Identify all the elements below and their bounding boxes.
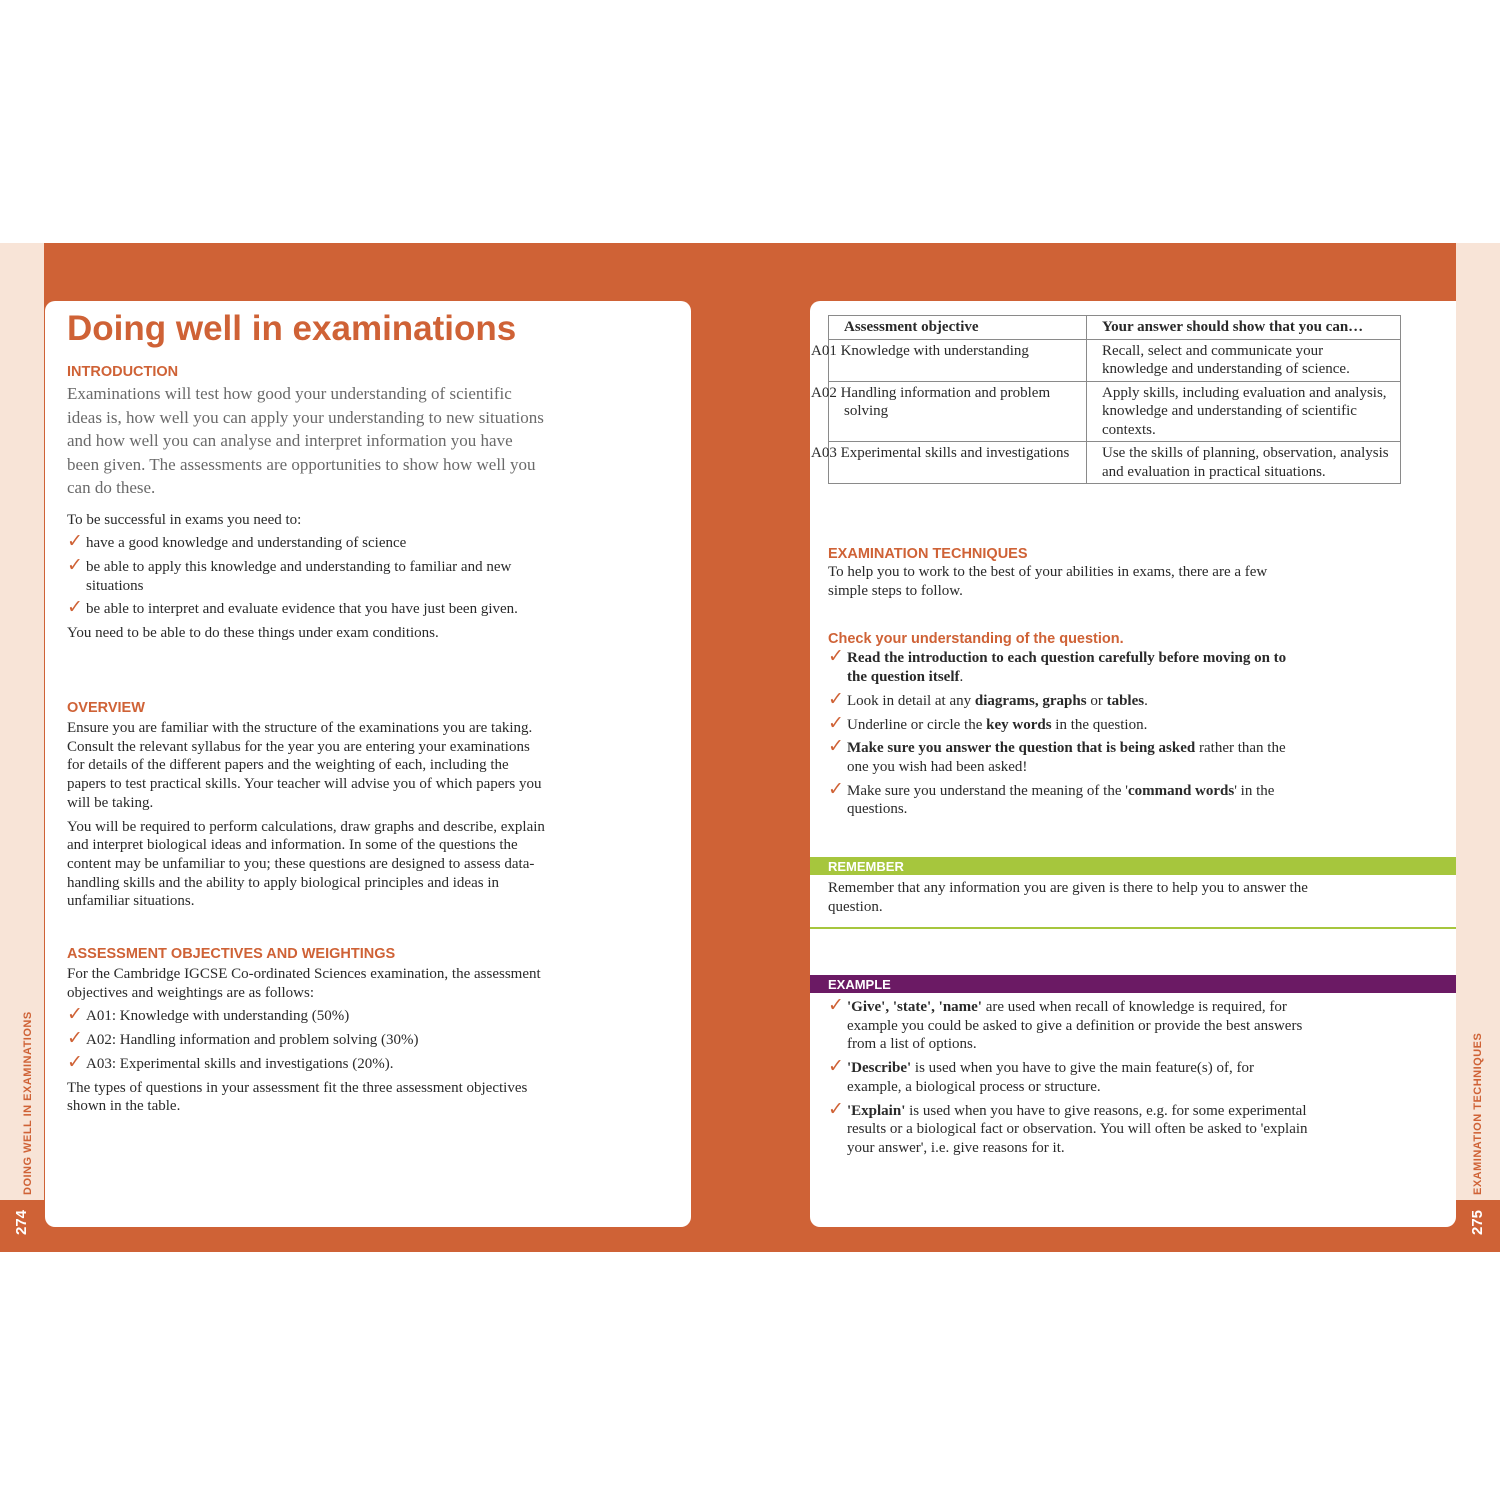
- introduction-closing: You need to be able to do these things under exam conditions.: [67, 625, 439, 642]
- overview-paragraph-1: Ensure you are familiar with the structure of the examinations you are taking. Consult the relevant syllabus for the year you are entering your examinations for details of the different papers and the weighting of each, including the papers to test practical skills. Your teacher will advise you of which papers you will be taking.: [67, 720, 542, 811]
- table-cell: A02 Handling information and problem solving: [829, 381, 1087, 442]
- introduction-section: [67, 364, 547, 643]
- example-list: [828, 998, 1308, 1158]
- introduction-list-intro: To be successful in exams you need to:: [67, 511, 302, 528]
- list-item: ✓ A03: Experimental skills and investigations (20%).: [67, 1055, 547, 1074]
- introduction-list: [67, 534, 547, 619]
- table-row: [829, 381, 1401, 442]
- page-title: Doing well in examinations: [67, 309, 517, 348]
- remember-text: Remember that any information you are given is there to help you to answer the question.: [828, 880, 1308, 915]
- list-item: ✓ 'Describe' is used when you have to give the main feature(s) of, for example, a biological process or structure.: [828, 1059, 1308, 1096]
- techniques-intro: To help you to work to the best of your abilities in exams, there are a few simple steps to follow.: [828, 564, 1268, 599]
- list-item: ✓ Make sure you answer the question that is being asked rather than the one you wish had been asked!: [828, 739, 1308, 776]
- list-item: ✓ Make sure you understand the meaning of the 'command words' in the questions.: [828, 782, 1308, 819]
- list-item: ✓ Look in detail at any diagrams, graphs or tables.: [828, 692, 1308, 711]
- table-row: [829, 442, 1401, 484]
- table-header: Your answer should show that you can…: [1087, 316, 1401, 340]
- assessment-intro: For the Cambridge IGCSE Co-ordinated Sciences examination, the assessment objectives and weightings are as follows:: [67, 966, 541, 1001]
- techniques-list: [828, 649, 1308, 819]
- list-item: ✓ A02: Handling information and problem solving (30%): [67, 1031, 547, 1050]
- table-cell: A01 Knowledge with understanding: [829, 339, 1087, 381]
- table-cell: Use the skills of planning, observation, analysis and evaluation in practical situations.: [1087, 442, 1401, 484]
- right-side-label: EXAMINATION TECHNIQUES: [1472, 1032, 1484, 1195]
- list-item: ✓ 'Explain' is used when you have to give reasons, e.g. for some experimental results or a biological fact or observation. You will often be asked to 'explain your answer', i.e. give reasons for it.: [828, 1102, 1308, 1158]
- table-row: [829, 339, 1401, 381]
- example-section: [828, 998, 1308, 1163]
- table-cell: Apply skills, including evaluation and analysis, knowledge and understanding of scientific contexts.: [1087, 381, 1401, 442]
- assessment-objectives-table: [811, 315, 1401, 484]
- introduction-lead: Examinations will test how good your understanding of scientific ideas is, how well you can apply your understanding to new situations and how well you can analyse and interpret information you have been given. The assessments are opportunities to show how well you can do these.: [67, 384, 544, 497]
- assessment-heading: ASSESSMENT OBJECTIVES AND WEIGHTINGS: [67, 946, 396, 962]
- list-item: ✓ be able to apply this knowledge and understanding to familiar and new situations: [67, 558, 547, 595]
- left-page-margin: [0, 243, 44, 1252]
- right-page-number: 275: [1469, 1209, 1487, 1235]
- list-item: ✓ Underline or circle the key words in the question.: [828, 716, 1308, 735]
- left-page-number: 274: [13, 1209, 31, 1235]
- list-item: ✓ have a good knowledge and understanding of science: [67, 534, 547, 553]
- list-item: ✓ be able to interpret and evaluate evidence that you have just been given.: [67, 600, 547, 619]
- assessment-closing: The types of questions in your assessment fit the three assessment objectives shown in the table.: [67, 1079, 528, 1115]
- table-header-row: [829, 316, 1401, 340]
- remember-bar: REMEMBER: [810, 857, 1456, 875]
- introduction-heading: INTRODUCTION: [67, 364, 179, 380]
- list-item: ✓ Read the introduction to each question carefully before moving on to the question itself.: [828, 649, 1308, 686]
- remember-divider: [810, 927, 1456, 929]
- right-page-margin: [1456, 243, 1500, 1252]
- table-header: Assessment objective: [829, 316, 1087, 340]
- list-item: ✓ 'Give', 'state', 'name' are used when recall of knowledge is required, for example you could be asked to give a definition or provide the best answers from a list of options.: [828, 998, 1308, 1054]
- assessment-section: [67, 946, 547, 1116]
- techniques-subheading: Check your understanding of the question.: [828, 631, 1124, 648]
- example-bar: EXAMPLE: [810, 975, 1456, 993]
- book-spread: [0, 243, 1500, 1252]
- list-item: ✓ A01: Knowledge with understanding (50%): [67, 1007, 547, 1026]
- right-page-panel: [810, 301, 1456, 1227]
- table-cell: Recall, select and communicate your knowledge and understanding of science.: [1087, 339, 1401, 381]
- techniques-heading: EXAMINATION TECHNIQUES: [828, 546, 1028, 562]
- assessment-list: [67, 1007, 547, 1073]
- overview-heading: OVERVIEW: [67, 700, 145, 716]
- overview-section: [67, 700, 547, 911]
- left-page-panel: [45, 301, 691, 1227]
- left-side-label: DOING WELL IN EXAMINATIONS: [22, 1011, 34, 1195]
- table-cell: A03 Experimental skills and investigations: [829, 442, 1087, 484]
- overview-paragraph-2: You will be required to perform calculations, draw graphs and describe, explain and interpret biological ideas and information. In some of the questions the content may be unfamiliar to you; these questions are designed to assess data-handling skills and the ability to apply biological principles and ideas in unfamiliar situations.: [67, 818, 545, 910]
- techniques-section: [828, 546, 1308, 824]
